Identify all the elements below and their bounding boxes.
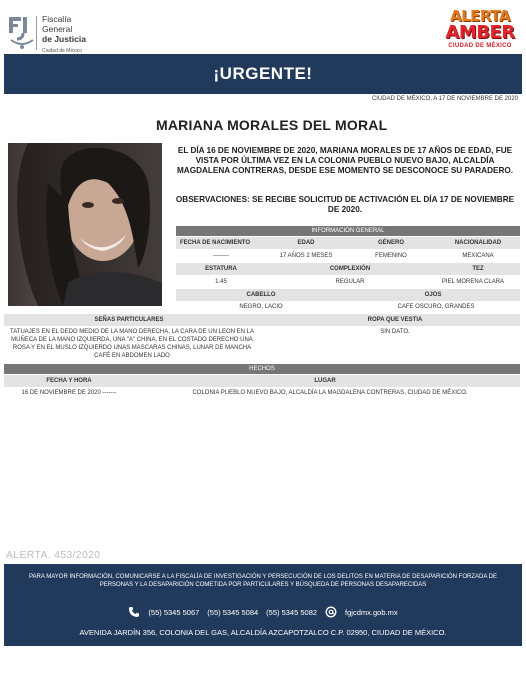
value-birth-date: -------- [213, 253, 229, 259]
value-place: COLONIA PUEBLO NUEVO BAJO, ALCALDÍA LA MAGDALENA CONTRERAS, CIUDAD DE MÉXICO. [192, 390, 468, 396]
value-age: 17 AÑOS 2 MESES [279, 253, 333, 259]
label-gender: GÉNERO [377, 240, 404, 246]
label-build: COMPLEXIÓN [329, 266, 371, 272]
fgj-line-2: General [42, 24, 73, 34]
general-info-bar: INFORMACIÓN GENERAL [176, 226, 520, 236]
label-age: EDAD [297, 240, 315, 246]
value-distinguishing-marks: TATUAJES EN EL DEDO MEDIO DE LA MANO DERECHA, LA CARA DE UN LEON EN LA MUÑECA DE LA MANO IZQUIERDA, UNA "A" CHINA, EN EL COSTADO DERECHO UNA ROSA Y EN EL MUSLO IZQUIERDO UNAS MASCARAS CHINAS, LUNAR DE MANCHA CAFÉ EN ABDOMEN LADO [10, 329, 254, 359]
label-complexion: TEZ [472, 266, 484, 272]
fgj-logo [8, 14, 86, 56]
label-eyes: OJOS [424, 292, 442, 298]
label-date-time: FECHA Y HORA [46, 378, 92, 384]
label-clothing: ROPA QUE VESTIA [367, 317, 423, 323]
phone-3[interactable]: (55) 5345 5082 [266, 607, 318, 617]
amber-line-2: AMBER [445, 22, 515, 43]
fgj-logo-icon [8, 14, 36, 52]
label-height: ESTATURA [205, 266, 237, 272]
person-photo-image [8, 143, 162, 306]
fgj-line-3: de Justicia [42, 34, 86, 44]
value-nationality: MEXICANA [462, 253, 494, 259]
issue-date: CIUDAD DE MÉXICO, A 17 DE NOVIEMBRE DE 2020 [371, 96, 518, 102]
urgent-banner: ¡URGENTE! [4, 54, 522, 94]
observations: OBSERVACIONES: SE RECIBE SOLICITUD DE ACTIVACIÓN EL DÍA 17 DE NOVIEMBRE DE 2020. [175, 195, 515, 215]
amber-line-1: ALERTA [450, 7, 510, 25]
label-distinguishing-marks: SEÑAS PARTICULARES [94, 317, 164, 323]
alerta-amber-logo-icon [438, 8, 522, 56]
value-eyes: CAFE OSCURO, GRANDES [397, 304, 475, 310]
phone-1[interactable]: (55) 5345 5067 [148, 607, 200, 617]
footer-contacts [4, 606, 522, 618]
value-hair: NEGRO, LACIO [239, 304, 283, 310]
value-gender: FEMENINO [375, 253, 407, 259]
email-icon [325, 606, 337, 618]
contact-footer [4, 564, 522, 646]
disappearance-description: EL DÍA 16 DE NOVIEMBRE DE 2020, MARIANA MORALES DE 17 AÑOS DE EDAD, FUE VISTA POR ÚLTIMA VEZ EN LA COLONIA PUEBLO NUEVO BAJO, ALCALDÍA MAGDALENA CONTRERAS, DESDE ESE MOMENTO SE DESCONOCE SU PARADERO. [176, 146, 514, 176]
value-clothing: SIN DATO. [380, 329, 410, 335]
fgj-logo-text [42, 14, 86, 56]
missing-person-name: MARIANA MORALES DEL MORAL [156, 117, 388, 133]
label-place: LUGAR [314, 378, 336, 384]
phone-icon [128, 606, 140, 618]
label-nationality: NACIONALIDAD [454, 240, 502, 246]
fgj-line-1: Fiscalía [42, 14, 72, 24]
alert-number: ALERTA. 453/2020 [6, 549, 101, 561]
footer-address: AVENIDA JARDÍN 356, COLONIA DEL GAS, ALCALDÍA AZCAPOTZALCO C.P. 02950, CIUDAD DE MÉXICO. [79, 628, 447, 637]
facts-bar: HECHOS [4, 364, 520, 374]
value-complexion: PIEL MORENA CLARA [441, 279, 505, 285]
value-height: 1.45 [215, 279, 227, 285]
person-photo [8, 143, 162, 306]
logo-divider [36, 16, 37, 50]
footer-info: PARA MAYOR INFORMACIÓN, COMUNICARSE A LA FISCALÍA DE INVESTIGACIÓN Y PERSECUCIÓN DE LOS DELITOS EN MATERIA DE DESAPARICIÓN FORZADA DE PERSONAS Y LA DESAPARICIÓN COMETIDA POR PARTICULARES Y BÚSQUEDA DE PERSONAS DESAPARECIDAS [29, 574, 497, 588]
phone-2[interactable]: (55) 5345 5084 [207, 607, 259, 617]
label-hair: CABELLO [246, 292, 276, 298]
label-birth-date: FECHA DE NACIMIENTO [180, 240, 251, 246]
value-date-time: 16 DE NOVIEMBRE DE 2020 ------- [21, 390, 117, 396]
value-build: REGULAR [335, 279, 365, 285]
amber-line-3: CIUDAD DE MÉXICO [448, 43, 512, 49]
website-link[interactable]: fgjcdmx.gob.mx [345, 607, 398, 617]
fgj-sub: Ciudad de México [42, 48, 83, 54]
